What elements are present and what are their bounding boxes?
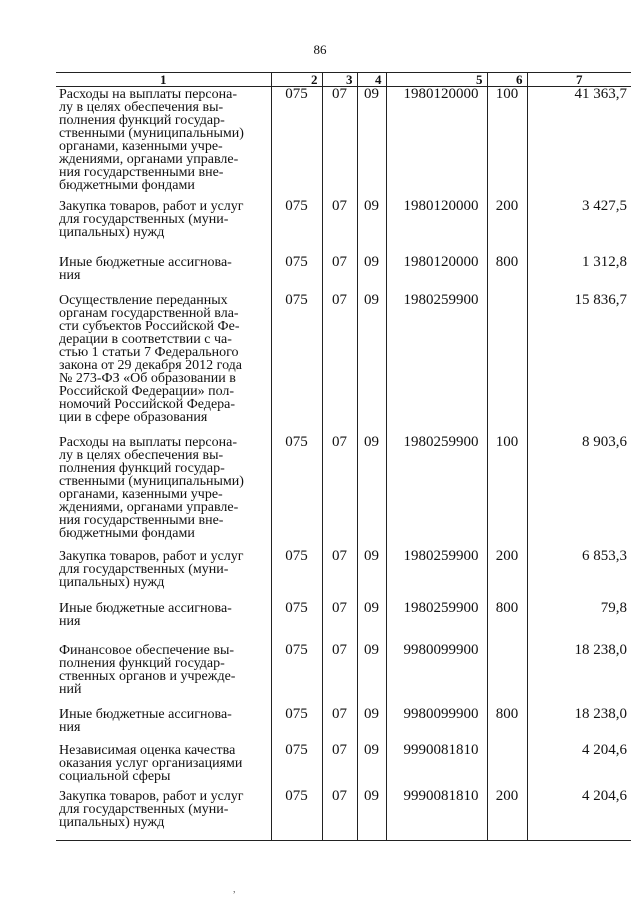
expense-type-code: 800 <box>487 601 527 643</box>
expense-type-code: 200 <box>487 199 527 255</box>
table-row <box>56 199 631 255</box>
description-line: дерации в соответствии с ча- <box>59 331 232 347</box>
expense-type-code: 200 <box>487 549 527 601</box>
subsection-code: 09 <box>357 87 386 199</box>
row-description <box>56 707 271 743</box>
column-header: 4 <box>357 73 386 87</box>
expense-type-code: 800 <box>487 255 527 293</box>
description-line: Закупка товаров, работ и услуг <box>59 198 244 214</box>
ministry-code: 075 <box>271 707 322 743</box>
amount-value: 18 238,0 <box>527 707 631 743</box>
budget-table <box>56 72 631 841</box>
description-line: ципальных) нужд <box>59 574 165 590</box>
ministry-code: 075 <box>271 199 322 255</box>
subsection-code: 09 <box>357 435 386 549</box>
description-line: Финансовое обеспечение вы- <box>59 642 235 658</box>
description-line: ципальных) нужд <box>59 224 165 240</box>
description-line: лу в целях обеспечения вы- <box>59 447 224 463</box>
description-line: ждениями, органами управле- <box>59 152 239 167</box>
column-header: 7 <box>527 73 631 87</box>
table-row <box>56 255 631 293</box>
target-article-code: 9980099900 <box>386 643 487 707</box>
description-line: ния государственными вне- <box>59 512 224 528</box>
description-line: полнения функций государ- <box>59 460 225 476</box>
expense-type-code <box>487 643 527 707</box>
subsection-code: 09 <box>357 255 386 293</box>
description-line: для государственных (муни- <box>59 801 229 817</box>
description-line: Закупка товаров, работ и услуг <box>59 548 244 564</box>
subsection-code: 09 <box>357 707 386 743</box>
amount-value: 41 363,7 <box>527 87 631 199</box>
ministry-code: 075 <box>271 293 322 435</box>
page-number: 86 <box>313 42 327 57</box>
section-code: 07 <box>322 255 357 293</box>
description-line: ждениями, органами управле- <box>59 499 239 515</box>
target-article-code: 1980259900 <box>386 293 487 435</box>
table-row <box>56 87 631 199</box>
section-code: 07 <box>322 601 357 643</box>
description-line: органами, казенными учре- <box>59 486 223 502</box>
subsection-code: 09 <box>357 789 386 841</box>
description-line: Независимая оценка качества <box>59 742 236 758</box>
description-line: Иные бюджетные ассигнова- <box>59 600 232 616</box>
table-row <box>56 707 631 743</box>
table-row <box>56 549 631 601</box>
table-row <box>56 601 631 643</box>
row-description <box>56 601 271 643</box>
description-line: полнения функций государ- <box>59 655 225 671</box>
description-line: номочий Российской Федера- <box>59 396 236 412</box>
subsection-code: 09 <box>357 199 386 255</box>
ministry-code: 075 <box>271 601 322 643</box>
expense-type-code <box>487 293 527 435</box>
amount-value: 15 836,7 <box>527 293 631 435</box>
description-line: ния <box>59 719 81 735</box>
description-line: Закупка товаров, работ и услуг <box>59 788 244 804</box>
description-line: оказания услуг организациями <box>59 755 243 771</box>
subsection-code: 09 <box>357 643 386 707</box>
section-code: 07 <box>322 87 357 199</box>
description-line: Расходы на выплаты персона- <box>59 87 237 102</box>
row-description <box>56 549 271 601</box>
target-article-code: 1980259900 <box>386 549 487 601</box>
section-code: 07 <box>322 435 357 549</box>
description-line: стью 1 статьи 7 Федерального <box>59 344 239 360</box>
description-line: ния <box>59 267 81 283</box>
column-header: 2 <box>271 73 322 87</box>
description-line: лу в целях обеспечения вы- <box>59 100 224 115</box>
ministry-code: 075 <box>271 549 322 601</box>
subsection-code: 09 <box>357 293 386 435</box>
table-body <box>56 87 631 841</box>
description-line: ции в сфере образования <box>59 409 208 425</box>
description-line: ния государственными вне- <box>59 165 224 180</box>
row-description <box>56 293 271 435</box>
ministry-code: 075 <box>271 255 322 293</box>
section-code: 07 <box>322 743 357 789</box>
column-header: 1 <box>56 73 271 87</box>
table-header-row <box>56 73 631 87</box>
description-line: закона от 29 декабря 2012 года <box>59 357 243 373</box>
description-line: Иные бюджетные ассигнова- <box>59 254 232 270</box>
description-line: Иные бюджетные ассигнова- <box>59 706 232 722</box>
amount-value: 3 427,5 <box>527 199 631 255</box>
ministry-code: 075 <box>271 743 322 789</box>
description-line: Осуществление переданных <box>59 292 228 308</box>
ministry-code: 075 <box>271 643 322 707</box>
description-line: Расходы на выплаты персона- <box>59 434 237 450</box>
table-row <box>56 789 631 841</box>
ministry-code: 075 <box>271 789 322 841</box>
description-line: № 273-ФЗ «Об образовании в <box>59 370 236 386</box>
subsection-code: 09 <box>357 549 386 601</box>
expense-type-code: 100 <box>487 435 527 549</box>
amount-value: 79,8 <box>527 601 631 643</box>
row-description <box>56 435 271 549</box>
section-code: 07 <box>322 707 357 743</box>
expense-type-code <box>487 743 527 789</box>
description-line: для государственных (муни- <box>59 211 229 227</box>
description-line: бюджетными фондами <box>59 525 195 541</box>
description-line: бюджетными фондами <box>59 178 195 193</box>
description-line: Российской Федерации» пол- <box>59 383 235 399</box>
description-line: ственных органов и учрежде- <box>59 668 236 684</box>
subsection-code: 09 <box>357 743 386 789</box>
table-row <box>56 435 631 549</box>
amount-value: 4 204,6 <box>527 789 631 841</box>
target-article-code: 9990081810 <box>386 743 487 789</box>
description-line: ципальных) нужд <box>59 814 165 830</box>
target-article-code: 1980120000 <box>386 255 487 293</box>
section-code: 07 <box>322 789 357 841</box>
amount-value: 4 204,6 <box>527 743 631 789</box>
table-row <box>56 293 631 435</box>
scan-mark: , <box>233 884 236 895</box>
description-line: сти субъектов Российской Фе- <box>59 318 240 334</box>
expense-type-code: 200 <box>487 789 527 841</box>
ministry-code: 075 <box>271 87 322 199</box>
section-code: 07 <box>322 549 357 601</box>
row-description <box>56 789 271 841</box>
section-code: 07 <box>322 199 357 255</box>
description-line: органам государственной вла- <box>59 305 239 321</box>
section-code: 07 <box>322 293 357 435</box>
row-description <box>56 87 271 199</box>
row-description <box>56 199 271 255</box>
table-row <box>56 743 631 789</box>
target-article-code: 9980099900 <box>386 707 487 743</box>
description-line: для государственных (муни- <box>59 561 229 577</box>
description-line: ния <box>59 613 81 629</box>
target-article-code: 1980120000 <box>386 87 487 199</box>
expense-type-code: 800 <box>487 707 527 743</box>
row-description <box>56 743 271 789</box>
amount-value: 1 312,8 <box>527 255 631 293</box>
target-article-code: 9990081810 <box>386 789 487 841</box>
subsection-code: 09 <box>357 601 386 643</box>
target-article-code: 1980120000 <box>386 199 487 255</box>
section-code: 07 <box>322 643 357 707</box>
description-line: социальной сферы <box>59 768 171 784</box>
description-line: органами, казенными учре- <box>59 139 223 154</box>
amount-value: 18 238,0 <box>527 643 631 707</box>
row-description <box>56 643 271 707</box>
description-line: ственными (муниципальными) <box>59 473 244 489</box>
amount-value: 8 903,6 <box>527 435 631 549</box>
target-article-code: 1980259900 <box>386 435 487 549</box>
column-header: 3 <box>322 73 357 87</box>
description-line: ний <box>59 681 82 697</box>
description-line: полнения функций государ- <box>59 113 225 128</box>
expense-type-code: 100 <box>487 87 527 199</box>
table-row <box>56 643 631 707</box>
ministry-code: 075 <box>271 435 322 549</box>
amount-value: 6 853,3 <box>527 549 631 601</box>
column-header: 6 <box>487 73 527 87</box>
column-header: 5 <box>386 73 487 87</box>
row-description <box>56 255 271 293</box>
description-line: ственными (муниципальными) <box>59 126 244 141</box>
target-article-code: 1980259900 <box>386 601 487 643</box>
